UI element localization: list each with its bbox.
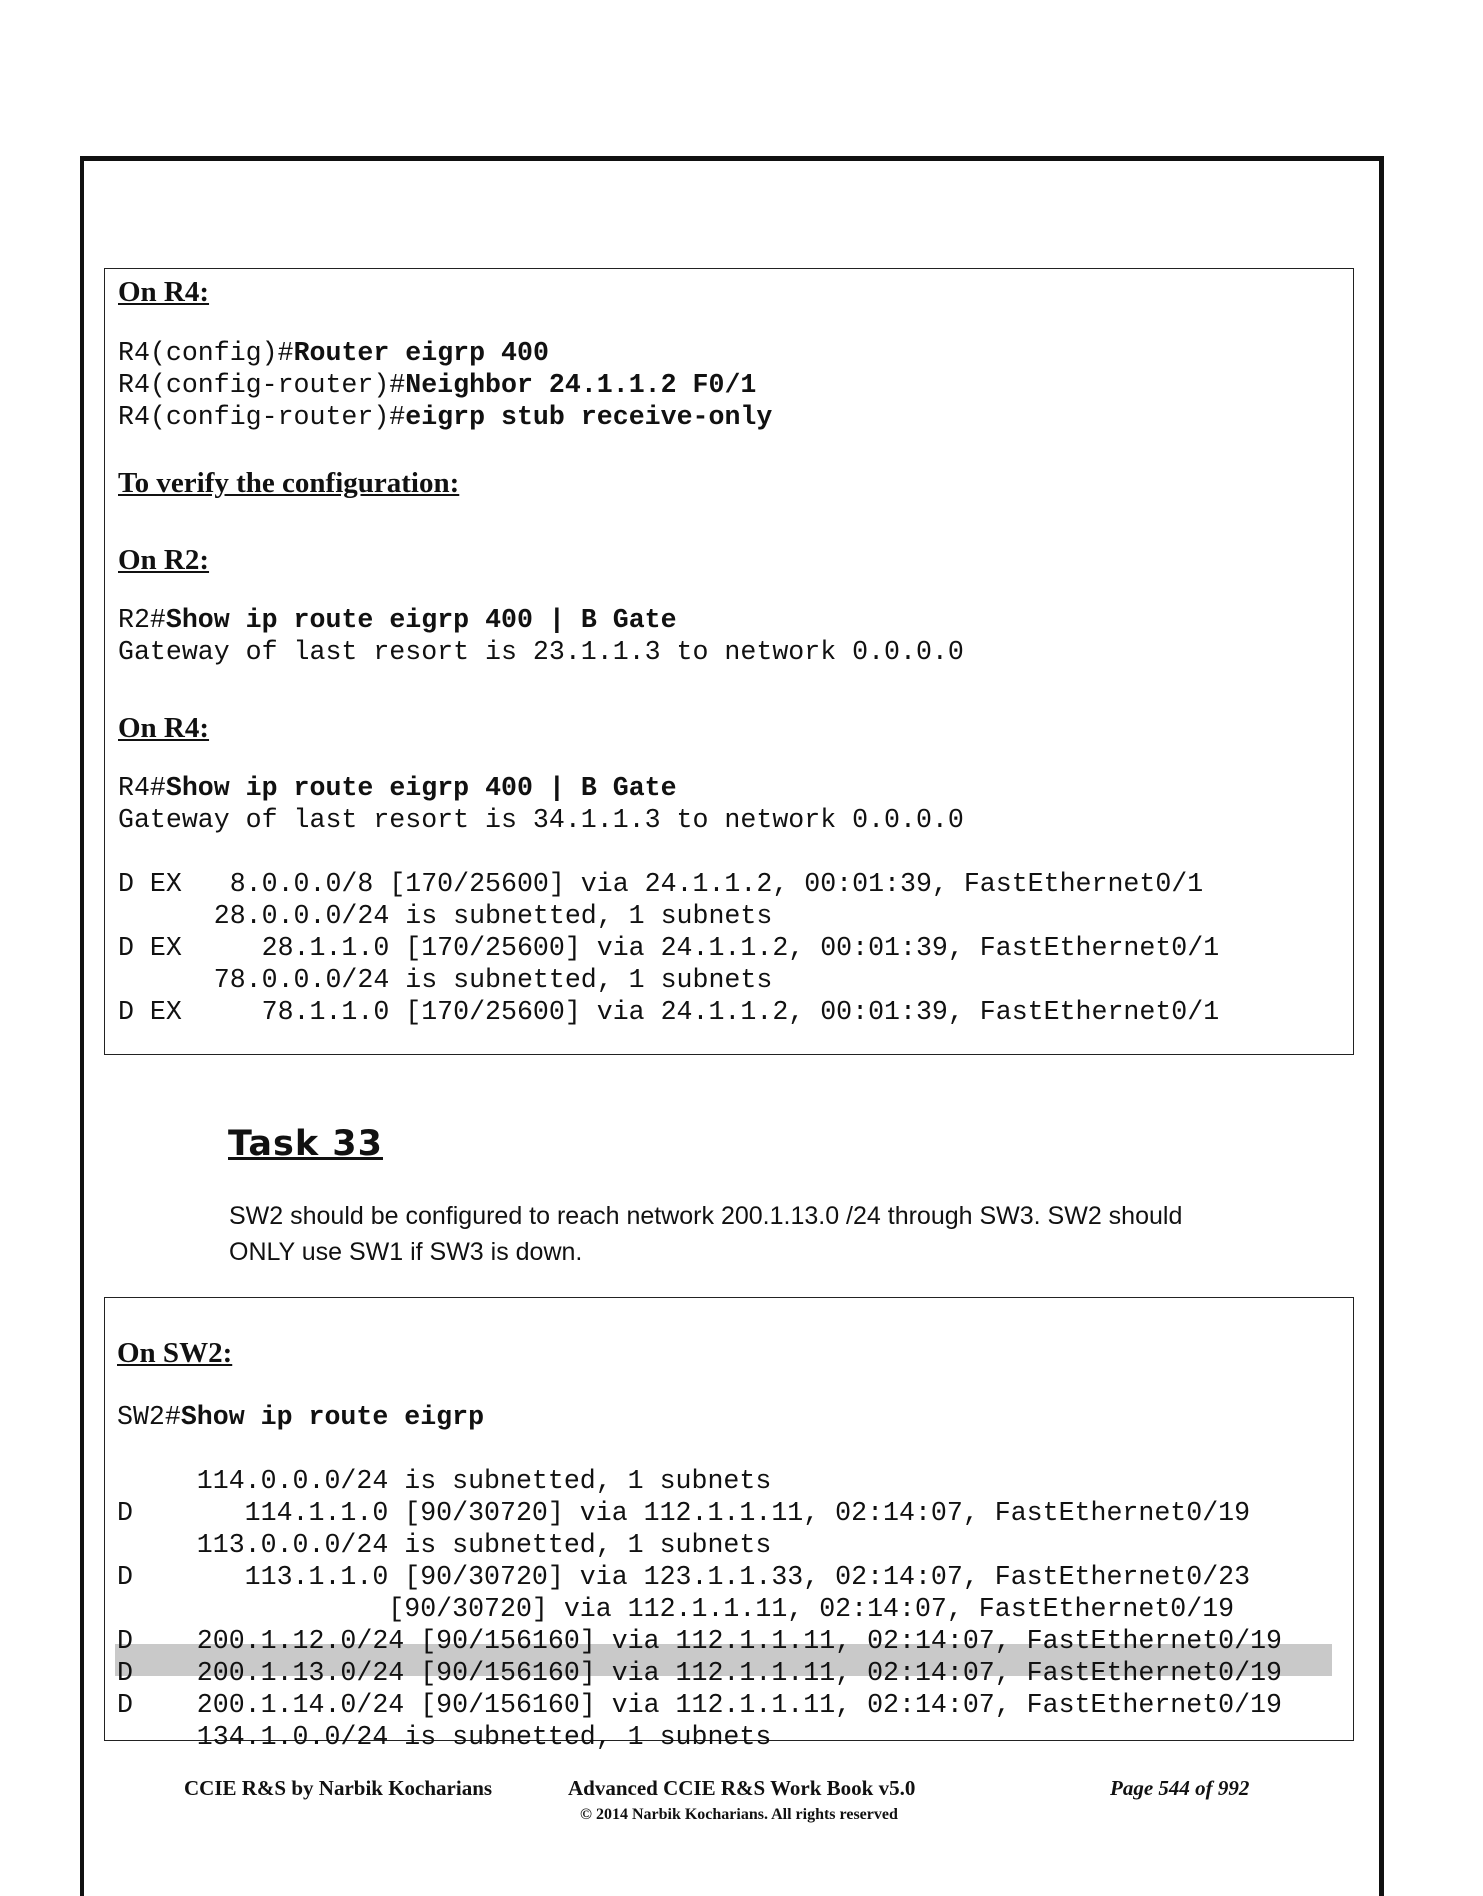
sw2-route-line: D 200.1.12.0/24 [90/156160] via 112.1.1.11, 02:14:07, FastEthernet0/19 [117, 1626, 1282, 1656]
command: Show ip route eigrp 400 | B Gate [165, 605, 677, 635]
command: eigrp stub receive-only [405, 402, 773, 432]
command: Show ip route eigrp 400 | B Gate [165, 773, 677, 803]
command: Neighbor 24.1.1.2 F0/1 [405, 370, 757, 400]
footer-copyright: © 2014 Narbik Kocharians. All rights reserved [580, 1806, 898, 1823]
heading-on-sw2: On SW2: [117, 1337, 233, 1369]
prompt: R4(config-router)# [118, 402, 406, 432]
r4-route-line: 28.0.0.0/24 is subnetted, 1 subnets [118, 901, 773, 931]
sw2-route-line: D 114.1.1.0 [90/30720] via 112.1.1.11, 02:14:07, FastEthernet0/19 [117, 1498, 1251, 1528]
footer-book-title: Advanced CCIE R&S Work Book v5.0 [568, 1776, 916, 1800]
r4-config-line-2 [118, 369, 756, 401]
heading-on-r4-config: On R4: [118, 276, 210, 308]
r4-config-line-1 [118, 337, 549, 369]
sw2-route-line: 113.0.0.0/24 is subnetted, 1 subnets [117, 1530, 772, 1560]
r4-command-line [118, 772, 677, 804]
prompt: SW2# [117, 1402, 181, 1432]
r4-route-line: D EX 78.1.1.0 [170/25600] via 24.1.1.2, 00:01:39, FastEthernet0/1 [118, 997, 1220, 1027]
footer-page-number: Page 544 of 992 [1110, 1776, 1250, 1800]
r4-route-line: D EX 8.0.0.0/8 [170/25600] via 24.1.1.2, 00:01:39, FastEthernet0/1 [118, 869, 1204, 899]
r4-config-line-3 [118, 401, 772, 433]
task-title: Task 33 [228, 1124, 383, 1164]
sw2-route-line-highlighted: D 200.1.13.0/24 [90/156160] via 112.1.1.11, 02:14:07, FastEthernet0/19 [117, 1658, 1282, 1688]
prompt: R4# [118, 773, 166, 803]
r2-command-line [118, 604, 677, 636]
r4-output-line: Gateway of last resort is 34.1.1.3 to network 0.0.0.0 [118, 805, 964, 835]
sw2-command-line [117, 1401, 484, 1433]
sw2-route-line: D 200.1.14.0/24 [90/156160] via 112.1.1.11, 02:14:07, FastEthernet0/19 [117, 1690, 1282, 1720]
sw2-route-line: [90/30720] via 112.1.1.11, 02:14:07, FastEthernet0/19 [117, 1594, 1235, 1624]
heading-on-r2: On R2: [118, 544, 210, 576]
r4-route-line: 78.0.0.0/24 is subnetted, 1 subnets [118, 965, 773, 995]
sw2-route-line: 134.1.0.0/24 is subnetted, 1 subnets [117, 1722, 772, 1752]
prompt: R4(config)# [118, 338, 294, 368]
task-description [229, 1198, 1229, 1270]
sw2-route-line: D 113.1.1.0 [90/30720] via 123.1.1.33, 02:14:07, FastEthernet0/23 [117, 1562, 1251, 1592]
sw2-route-line: 114.0.0.0/24 is subnetted, 1 subnets [117, 1466, 772, 1496]
r2-output-line: Gateway of last resort is 23.1.1.3 to network 0.0.0.0 [118, 637, 964, 667]
command: Show ip route eigrp [180, 1402, 485, 1432]
prompt: R2# [118, 605, 166, 635]
r4-route-line: D EX 28.1.1.0 [170/25600] via 24.1.1.2, 00:01:39, FastEthernet0/1 [118, 933, 1220, 963]
command: Router eigrp 400 [293, 338, 549, 368]
heading-on-r4-verify: On R4: [118, 712, 210, 744]
task-description-line: SW2 should be configured to reach network 200.1.13.0 /24 through SW3. SW2 should [229, 1202, 1183, 1230]
heading-verify: To verify the configuration: [118, 467, 460, 499]
footer-author: CCIE R&S by Narbik Kocharians [184, 1776, 493, 1800]
prompt: R4(config-router)# [118, 370, 406, 400]
task-description-line: ONLY use SW1 if SW3 is down. [229, 1238, 583, 1266]
